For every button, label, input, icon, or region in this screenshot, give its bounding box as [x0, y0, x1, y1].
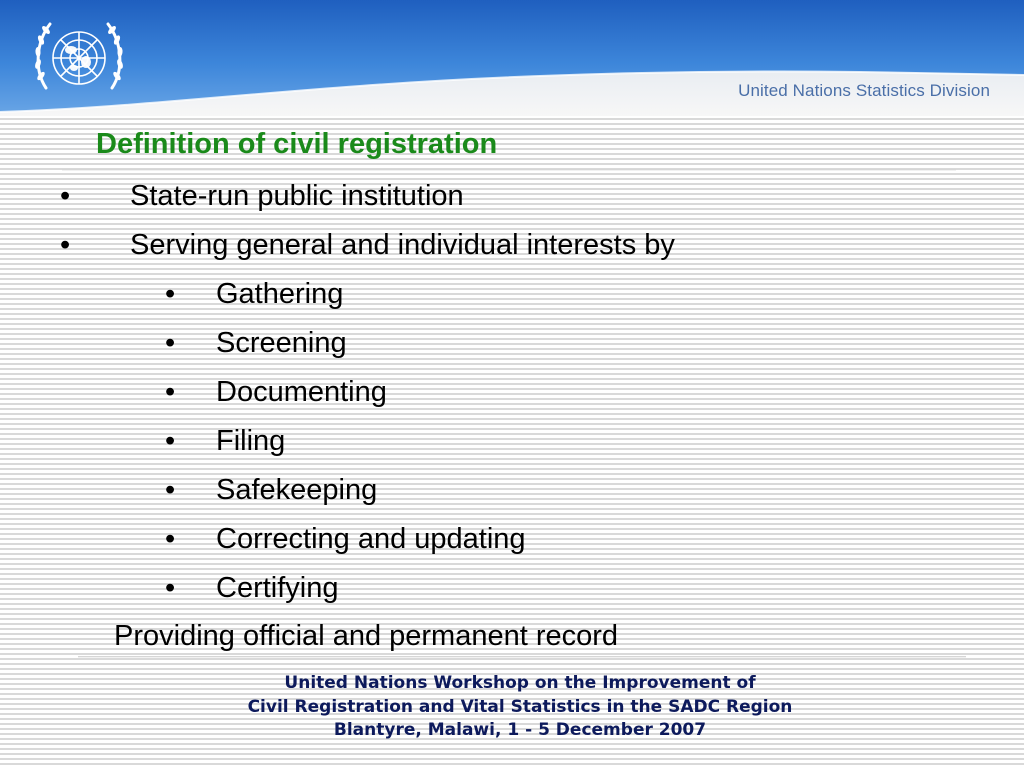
list-item-text: Screening	[216, 327, 347, 359]
list-item-text: Filing	[216, 425, 286, 457]
list-item-text: Safekeeping	[216, 474, 378, 506]
bullet-marker: •	[60, 229, 71, 261]
footer-line-region: Civil Registration and Vital Statistics in the SADC Region	[247, 696, 793, 717]
bullet-marker: •	[165, 572, 176, 604]
bullet-marker: •	[165, 278, 176, 310]
list-item-text: Certifying	[216, 572, 339, 604]
bullet-marker: •	[165, 376, 176, 408]
bullet-marker: •	[165, 327, 176, 359]
list-item-text: Serving general and individual interests by	[130, 229, 675, 261]
header-banner	[0, 0, 1024, 116]
footer	[0, 672, 1024, 743]
list-item-text: Gathering	[216, 278, 344, 310]
title-divider	[62, 169, 956, 171]
footer-line-location-date: Blantyre, Malawi, 1 - 5 December 2007	[333, 720, 707, 740]
bullet-marker: •	[165, 523, 176, 555]
slide-title: Definition of civil registration	[96, 128, 498, 160]
bullet-marker: •	[165, 425, 176, 457]
summary-text: Providing official and permanent record	[114, 620, 619, 652]
bullet-marker: •	[165, 474, 176, 506]
footer-line-workshop: United Nations Workshop on the Improvement of	[284, 673, 756, 693]
footer-divider	[78, 656, 966, 658]
division-name: United Nations Statistics Division	[738, 81, 990, 100]
un-emblem-icon	[24, 10, 134, 110]
list-item-text: State-run public institution	[130, 180, 464, 212]
list-item-text: Correcting and updating	[216, 523, 526, 555]
bullet-marker: •	[60, 180, 71, 212]
list-item-text: Documenting	[216, 376, 387, 408]
